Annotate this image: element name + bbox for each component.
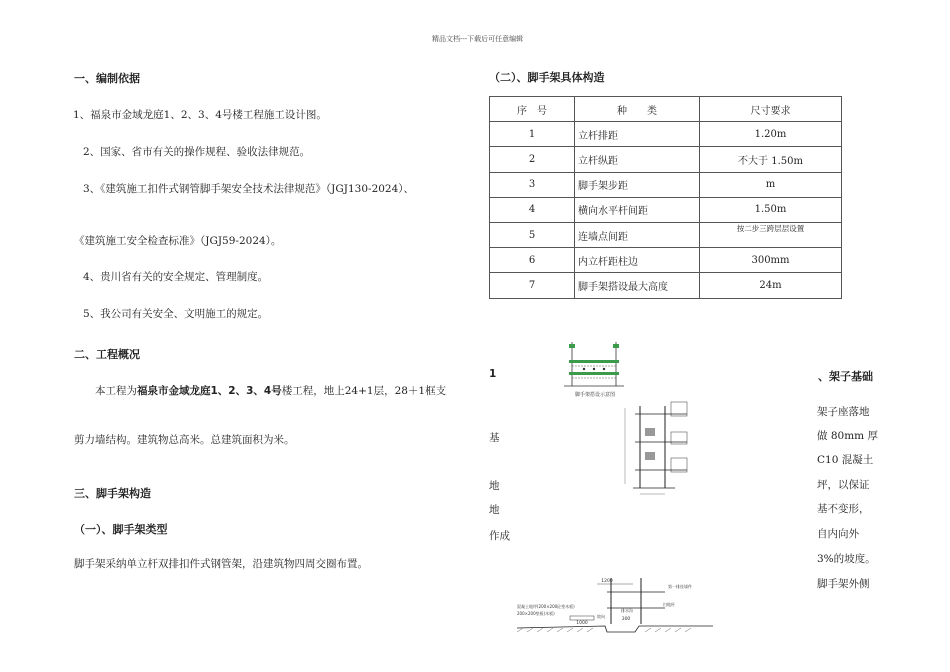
foundation-line: C10 混凝土: [817, 454, 874, 466]
paragraph-5: 5、我公司有关安全、文明施工的规定。: [83, 308, 269, 320]
table-cell: 1.20m: [700, 122, 842, 147]
table-cell: 立杆排距: [575, 122, 700, 147]
table-cell: 4: [490, 197, 575, 222]
dim-label: 1200: [601, 579, 613, 584]
table-row: [490, 197, 842, 222]
left-fragment: 地: [489, 504, 500, 516]
table-row: [490, 222, 842, 247]
table-cell: 3: [490, 172, 575, 197]
fill-label: 混凝土地坪(200×200砼垫木板): [517, 604, 575, 609]
table-row: [490, 248, 842, 273]
paragraph-1: 1、福泉市金域龙庭1、2、3、4号楼工程施工设计图。: [73, 109, 327, 121]
paragraph-4: 4、贵川省有关的安全规定、管理制度。: [83, 271, 269, 283]
table-cell: 横向水平杆间距: [575, 197, 700, 222]
foundation-title: 、架子基础: [818, 370, 873, 383]
table-header: 种 类: [575, 97, 700, 122]
wall-tie-label: 第一排连墙件: [668, 584, 692, 589]
diagram-caption: 脚手架搭设示意图: [574, 392, 616, 398]
left-fragment: 基: [489, 432, 500, 444]
table-row: [490, 172, 842, 197]
paragraph-3-cont: 《建筑施工安全检查标准》（JGJ59-2024）。: [74, 235, 282, 247]
foundation-line: 3%的坡度。: [817, 553, 876, 565]
section-3-title: 三、脚手架构造: [74, 487, 151, 500]
table-cell: 内立杆距柱边: [575, 248, 700, 273]
table-cell: 按二步三跨层层设置: [700, 222, 842, 247]
table-cell: 不大于 1.50m: [700, 147, 842, 172]
subsection-1-title: （一）、脚手架类型: [74, 523, 168, 536]
section-1-title: 一、编制依据: [74, 72, 140, 85]
foundation-number: 1: [489, 368, 497, 380]
ledger-label: 扫地杆: [663, 602, 675, 607]
scaffold-elevation-diagram: [560, 338, 630, 400]
scaffold-section-diagram: [615, 400, 715, 500]
foundation-detail-diagram: [515, 572, 715, 644]
paragraph-6-project: 福泉市金域龙庭1、2、3、4号: [137, 385, 282, 397]
paragraph-6-pre: 本工程为: [95, 385, 137, 397]
table-row: [490, 122, 842, 147]
table-cell: 6: [490, 248, 575, 273]
table-cell: 7: [490, 273, 575, 298]
table-header: 序 号: [490, 97, 575, 122]
drain-label: 排水沟: [621, 608, 633, 613]
slope-label: 坡向: [597, 614, 605, 619]
subsection-2-title: （二）、脚手架具体构造: [489, 71, 605, 84]
foundation-line: 基不变形，: [817, 503, 870, 515]
paragraph-8: 脚手架采纳单立杆双排扣件式钢管架，沿建筑物四周交圈布置。: [74, 558, 368, 570]
paragraph-6: [95, 383, 446, 398]
table-cell: 1: [490, 122, 575, 147]
table-cell: 脚手架步距: [575, 172, 700, 197]
foundation-line: 架子座落地: [817, 406, 870, 418]
table-cell: 2: [490, 147, 575, 172]
left-fragment: 地: [489, 480, 500, 492]
table-cell: 24m: [700, 273, 842, 298]
table-row: [490, 147, 842, 172]
foundation-line: 坪，以保证: [817, 479, 870, 491]
foundation-line: 脚手架外侧: [817, 578, 870, 590]
header-note: 精品文档---下载后可任意编辑: [432, 35, 524, 43]
table-row: [490, 273, 842, 298]
table-cell: 1.50m: [700, 197, 842, 222]
foundation-line: 自内向外: [817, 528, 859, 540]
table-cell: 脚手架搭设最大高度: [575, 273, 700, 298]
dim-label: 1000: [576, 621, 588, 626]
paragraph-6-post: 楼工程，地上24+1层，28＋1框支: [281, 385, 447, 397]
dim-label: 300: [621, 617, 631, 622]
paragraph-3: 3、《建筑施工扣件式钢管脚手架安全技术法律规范》（JGJ130-2024）、: [83, 183, 415, 195]
table-cell: 5: [490, 222, 575, 247]
table-cell: 连墙点间距: [575, 222, 700, 247]
paragraph-2: 2、国家、省市有关的操作规程、验收法律规范。: [83, 146, 311, 158]
table-cell: 立杆纵距: [575, 147, 700, 172]
left-fragment: 作成: [489, 530, 510, 542]
pad-label: 200×200垫板(木板): [517, 611, 555, 616]
section-2-title: 二、工程概况: [74, 348, 140, 361]
table-header-row: [490, 97, 842, 122]
table-cell: 300mm: [700, 248, 842, 273]
table-header: 尺寸要求: [700, 97, 842, 122]
paragraph-7: 剪力墙结构。建筑物总高米。总建筑面积为米。: [74, 434, 295, 446]
scaffold-spec-table: [489, 96, 842, 299]
table-cell: m: [700, 172, 842, 197]
foundation-line: 做 80mm 厚: [817, 430, 878, 442]
